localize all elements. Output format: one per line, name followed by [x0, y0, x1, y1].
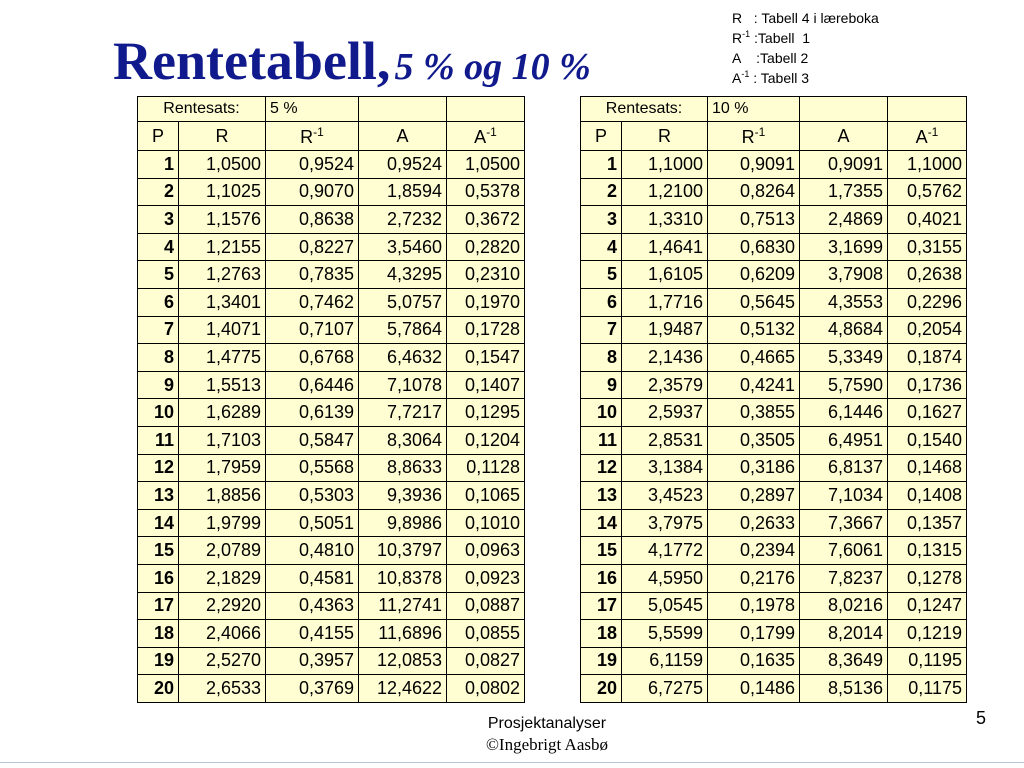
value-cell: 0,5847 [266, 426, 359, 454]
value-cell: 7,1034 [800, 482, 888, 510]
table-row [581, 509, 967, 537]
value-cell: 1,2100 [622, 178, 708, 206]
value-cell: 2,8531 [622, 426, 708, 454]
page-number: 5 [976, 708, 987, 728]
table-row [581, 371, 967, 399]
legend-description: : Tabell 3 [749, 70, 810, 86]
value-cell: 0,1627 [888, 399, 967, 427]
empty-cell [888, 97, 967, 122]
bottom-divider [0, 762, 1024, 763]
value-cell: 0,4665 [708, 344, 800, 372]
column-header: $R^{-1}$ [266, 122, 359, 151]
column-header: $A^{-1}$ [447, 122, 525, 151]
legend-row [732, 28, 879, 48]
value-cell: 0,1874 [888, 344, 967, 372]
value-cell: 7,3667 [800, 509, 888, 537]
value-cell: 11,2741 [359, 592, 447, 620]
value-cell: 0,9524 [266, 151, 359, 179]
value-cell: 9,3936 [359, 482, 447, 510]
table-row [581, 564, 967, 592]
table-row [138, 454, 525, 482]
value-cell: 0,2820 [447, 233, 525, 261]
value-cell: 0,5568 [266, 454, 359, 482]
title-main: Rentetabell, [113, 31, 391, 91]
period-cell: 7 [581, 316, 622, 344]
table-row [581, 233, 967, 261]
legend-symbol: A [732, 50, 741, 66]
value-cell: 2,3579 [622, 371, 708, 399]
value-cell: 1,3310 [622, 206, 708, 234]
table-row [138, 316, 525, 344]
value-cell: 7,6061 [800, 537, 888, 565]
value-cell: 0,8638 [266, 206, 359, 234]
value-cell: 0,1195 [888, 647, 967, 675]
period-cell: 20 [581, 675, 622, 703]
table-row [581, 592, 967, 620]
value-cell: 4,1772 [622, 537, 708, 565]
value-cell: 0,9070 [266, 178, 359, 206]
value-cell: 7,8237 [800, 564, 888, 592]
table-row [581, 261, 967, 289]
value-cell: 0,9524 [359, 151, 447, 179]
interest-table-5-percent [137, 96, 525, 703]
legend-row [732, 48, 879, 68]
table-row [138, 233, 525, 261]
value-cell: 0,7835 [266, 261, 359, 289]
value-cell: 0,4581 [266, 564, 359, 592]
table-row [581, 426, 967, 454]
value-cell: 0,0963 [447, 537, 525, 565]
value-cell: 1,3401 [179, 288, 266, 316]
value-cell: 0,6446 [266, 371, 359, 399]
value-cell: 6,1159 [622, 647, 708, 675]
rate-label: Rentesats: [138, 97, 266, 122]
value-cell: 10,8378 [359, 564, 447, 592]
column-header: A [800, 122, 888, 151]
value-cell: 8,5136 [800, 675, 888, 703]
value-cell: 0,2633 [708, 509, 800, 537]
value-cell: 3,1699 [800, 233, 888, 261]
value-cell: 6,8137 [800, 454, 888, 482]
value-cell: 0,2310 [447, 261, 525, 289]
period-cell: 2 [138, 178, 179, 206]
table-row [138, 151, 525, 179]
value-cell: 0,3155 [888, 233, 967, 261]
period-cell: 9 [138, 371, 179, 399]
value-cell: 0,1357 [888, 509, 967, 537]
value-cell: 0,5051 [266, 509, 359, 537]
value-cell: 1,1000 [622, 151, 708, 179]
value-cell: 8,8633 [359, 454, 447, 482]
value-cell: 0,1970 [447, 288, 525, 316]
value-cell: 0,2176 [708, 564, 800, 592]
value-cell: 4,3295 [359, 261, 447, 289]
value-cell: 0,0802 [447, 675, 525, 703]
period-cell: 8 [138, 344, 179, 372]
value-cell: 2,1829 [179, 564, 266, 592]
period-cell: 2 [581, 178, 622, 206]
value-cell: 3,4523 [622, 482, 708, 510]
period-cell: 19 [138, 647, 179, 675]
column-header: P [581, 122, 622, 151]
value-cell: 2,1436 [622, 344, 708, 372]
value-cell: 1,7103 [179, 426, 266, 454]
value-cell: 2,5937 [622, 399, 708, 427]
value-cell: 0,1486 [708, 675, 800, 703]
column-header: $A^{-1}$ [888, 122, 967, 151]
period-cell: 1 [138, 151, 179, 179]
table-row [581, 647, 967, 675]
table-row [581, 482, 967, 510]
period-cell: 6 [138, 288, 179, 316]
column-header-row [138, 122, 525, 151]
value-cell: 1,7716 [622, 288, 708, 316]
period-cell: 14 [581, 509, 622, 537]
value-cell: 0,9091 [708, 151, 800, 179]
column-header: $R^{-1}$ [708, 122, 800, 151]
value-cell: 1,7355 [800, 178, 888, 206]
column-header: P [138, 122, 179, 151]
table-row [581, 178, 967, 206]
empty-cell [800, 97, 888, 122]
footer-copyright: ©Ingebrigt Aasbø [486, 735, 608, 754]
period-cell: 16 [138, 564, 179, 592]
value-cell: 12,0853 [359, 647, 447, 675]
value-cell: 4,5950 [622, 564, 708, 592]
period-cell: 8 [581, 344, 622, 372]
value-cell: 5,5599 [622, 620, 708, 648]
table-reference-legend [732, 8, 879, 88]
value-cell: 2,4869 [800, 206, 888, 234]
value-cell: 0,4021 [888, 206, 967, 234]
table-row [581, 675, 967, 703]
table-row [581, 620, 967, 648]
period-cell: 18 [581, 620, 622, 648]
slide-title [113, 31, 591, 91]
table-row [138, 288, 525, 316]
value-cell: 0,4363 [266, 592, 359, 620]
value-cell: 0,3672 [447, 206, 525, 234]
empty-cell [359, 97, 447, 122]
value-cell: 2,6533 [179, 675, 266, 703]
rate-header-row [581, 97, 967, 122]
period-cell: 17 [138, 592, 179, 620]
value-cell: 0,1175 [888, 675, 967, 703]
value-cell: 0,4155 [266, 620, 359, 648]
table-row [581, 316, 967, 344]
value-cell: 1,4775 [179, 344, 266, 372]
table-row [138, 620, 525, 648]
table-row [581, 399, 967, 427]
value-cell: 0,5762 [888, 178, 967, 206]
value-cell: 1,2763 [179, 261, 266, 289]
value-cell: 1,4071 [179, 316, 266, 344]
value-cell: 3,7908 [800, 261, 888, 289]
period-cell: 12 [138, 454, 179, 482]
period-cell: 9 [581, 371, 622, 399]
rate-header-row [138, 97, 525, 122]
value-cell: 6,7275 [622, 675, 708, 703]
legend-description: : Tabell 4 i læreboka [742, 10, 879, 26]
value-cell: 4,3553 [800, 288, 888, 316]
value-cell: 8,3064 [359, 426, 447, 454]
value-cell: 5,0545 [622, 592, 708, 620]
value-cell: 0,1010 [447, 509, 525, 537]
value-cell: 1,8856 [179, 482, 266, 510]
table-row [138, 206, 525, 234]
value-cell: 2,4066 [179, 620, 266, 648]
value-cell: 1,1000 [888, 151, 967, 179]
value-cell: 1,0500 [447, 151, 525, 179]
value-cell: 2,5270 [179, 647, 266, 675]
table-row [138, 675, 525, 703]
value-cell: 8,0216 [800, 592, 888, 620]
value-cell: 4,8684 [800, 316, 888, 344]
value-cell: 0,1978 [708, 592, 800, 620]
value-cell: 6,4632 [359, 344, 447, 372]
value-cell: 2,2920 [179, 592, 266, 620]
legend-superscript: -1 [741, 69, 750, 79]
period-cell: 15 [581, 537, 622, 565]
value-cell: 0,0855 [447, 620, 525, 648]
period-cell: 10 [581, 399, 622, 427]
value-cell: 0,3957 [266, 647, 359, 675]
value-cell: 6,4951 [800, 426, 888, 454]
value-cell: 0,8264 [708, 178, 800, 206]
value-cell: 0,1407 [447, 371, 525, 399]
value-cell: 1,8594 [359, 178, 447, 206]
rate-value: 5 % [266, 97, 359, 122]
value-cell: 5,7864 [359, 316, 447, 344]
period-cell: 13 [138, 482, 179, 510]
value-cell: 0,1540 [888, 426, 967, 454]
legend-description: :Tabell 1 [750, 30, 811, 46]
value-cell: 3,5460 [359, 233, 447, 261]
period-cell: 13 [581, 482, 622, 510]
value-cell: 0,2394 [708, 537, 800, 565]
value-cell: 1,1025 [179, 178, 266, 206]
value-cell: 0,5645 [708, 288, 800, 316]
period-cell: 20 [138, 675, 179, 703]
table-row [138, 647, 525, 675]
value-cell: 11,6896 [359, 620, 447, 648]
value-cell: 0,6830 [708, 233, 800, 261]
table-row [138, 344, 525, 372]
value-cell: 0,2638 [888, 261, 967, 289]
table-row [138, 399, 525, 427]
footer [486, 713, 608, 755]
value-cell: 0,3769 [266, 675, 359, 703]
period-cell: 18 [138, 620, 179, 648]
column-header: R [179, 122, 266, 151]
period-cell: 4 [581, 233, 622, 261]
table-row [581, 151, 967, 179]
legend-symbol: R [732, 30, 743, 46]
value-cell: 1,5513 [179, 371, 266, 399]
value-cell: 0,2897 [708, 482, 800, 510]
table-row [581, 454, 967, 482]
period-cell: 5 [581, 261, 622, 289]
legend-superscript: -1 [742, 29, 751, 39]
table-row [138, 537, 525, 565]
value-cell: 0,6209 [708, 261, 800, 289]
value-cell: 5,3349 [800, 344, 888, 372]
value-cell: 2,0789 [179, 537, 266, 565]
period-cell: 5 [138, 261, 179, 289]
value-cell: 0,1128 [447, 454, 525, 482]
value-cell: 0,3505 [708, 426, 800, 454]
table-row [138, 564, 525, 592]
value-cell: 0,8227 [266, 233, 359, 261]
value-cell: 7,7217 [359, 399, 447, 427]
value-cell: 1,9799 [179, 509, 266, 537]
table-row [138, 426, 525, 454]
value-cell: 8,2014 [800, 620, 888, 648]
table-row [138, 261, 525, 289]
value-cell: 1,6289 [179, 399, 266, 427]
period-cell: 14 [138, 509, 179, 537]
rate-value: 10 % [708, 97, 800, 122]
legend-row [732, 68, 879, 88]
table-row [138, 509, 525, 537]
period-cell: 12 [581, 454, 622, 482]
value-cell: 7,1078 [359, 371, 447, 399]
value-cell: 0,1547 [447, 344, 525, 372]
value-cell: 3,7975 [622, 509, 708, 537]
value-cell: 5,7590 [800, 371, 888, 399]
value-cell: 0,7107 [266, 316, 359, 344]
legend-row [732, 8, 879, 28]
column-header-row [581, 122, 967, 151]
value-cell: 0,1278 [888, 564, 967, 592]
value-cell: 0,1295 [447, 399, 525, 427]
value-cell: 8,3649 [800, 647, 888, 675]
value-cell: 0,1728 [447, 316, 525, 344]
period-cell: 1 [581, 151, 622, 179]
value-cell: 1,1576 [179, 206, 266, 234]
value-cell: 3,1384 [622, 454, 708, 482]
period-cell: 4 [138, 233, 179, 261]
value-cell: 6,1446 [800, 399, 888, 427]
value-cell: 1,2155 [179, 233, 266, 261]
title-subtitle: 5 % og 10 % [394, 46, 591, 88]
period-cell: 10 [138, 399, 179, 427]
value-cell: 0,4810 [266, 537, 359, 565]
table-row [138, 371, 525, 399]
value-cell: 0,1315 [888, 537, 967, 565]
legend-symbol: A [732, 70, 742, 86]
period-cell: 19 [581, 647, 622, 675]
value-cell: 0,9091 [800, 151, 888, 179]
value-cell: 0,6768 [266, 344, 359, 372]
value-cell: 0,0923 [447, 564, 525, 592]
value-cell: 0,2054 [888, 316, 967, 344]
value-cell: 1,9487 [622, 316, 708, 344]
footer-course-name: Prosjektanalyser [487, 715, 607, 732]
value-cell: 0,1065 [447, 482, 525, 510]
value-cell: 0,6139 [266, 399, 359, 427]
period-cell: 3 [138, 206, 179, 234]
value-cell: 0,5378 [447, 178, 525, 206]
period-cell: 15 [138, 537, 179, 565]
value-cell: 0,7462 [266, 288, 359, 316]
value-cell: 0,4241 [708, 371, 800, 399]
period-cell: 17 [581, 592, 622, 620]
value-cell: 0,1736 [888, 371, 967, 399]
value-cell: 0,3855 [708, 399, 800, 427]
period-cell: 6 [581, 288, 622, 316]
value-cell: 9,8986 [359, 509, 447, 537]
value-cell: 5,0757 [359, 288, 447, 316]
value-cell: 0,0887 [447, 592, 525, 620]
value-cell: 1,6105 [622, 261, 708, 289]
table-row [581, 206, 967, 234]
value-cell: 0,0827 [447, 647, 525, 675]
value-cell: 10,3797 [359, 537, 447, 565]
table-row [138, 482, 525, 510]
value-cell: 12,4622 [359, 675, 447, 703]
table-row [138, 592, 525, 620]
value-cell: 0,3186 [708, 454, 800, 482]
table-row [581, 288, 967, 316]
value-cell: 0,1204 [447, 426, 525, 454]
legend-description: :Tabell 2 [740, 50, 809, 66]
value-cell: 0,1247 [888, 592, 967, 620]
value-cell: 0,1468 [888, 454, 967, 482]
table-row [138, 178, 525, 206]
value-cell: 0,1635 [708, 647, 800, 675]
value-cell: 2,7232 [359, 206, 447, 234]
period-cell: 11 [581, 426, 622, 454]
period-cell: 7 [138, 316, 179, 344]
column-header: A [359, 122, 447, 151]
table-row [581, 537, 967, 565]
period-cell: 16 [581, 564, 622, 592]
value-cell: 1,0500 [179, 151, 266, 179]
rate-label: Rentesats: [581, 97, 708, 122]
table-row [581, 344, 967, 372]
period-cell: 3 [581, 206, 622, 234]
value-cell: 0,1219 [888, 620, 967, 648]
value-cell: 0,5132 [708, 316, 800, 344]
value-cell: 0,5303 [266, 482, 359, 510]
value-cell: 1,4641 [622, 233, 708, 261]
value-cell: 0,1799 [708, 620, 800, 648]
interest-table-10-percent [580, 96, 967, 703]
value-cell: 0,2296 [888, 288, 967, 316]
period-cell: 11 [138, 426, 179, 454]
legend-symbol: R [732, 10, 743, 26]
value-cell: 0,1408 [888, 482, 967, 510]
value-cell: 0,7513 [708, 206, 800, 234]
column-header: R [622, 122, 708, 151]
empty-cell [447, 97, 525, 122]
value-cell: 1,7959 [179, 454, 266, 482]
